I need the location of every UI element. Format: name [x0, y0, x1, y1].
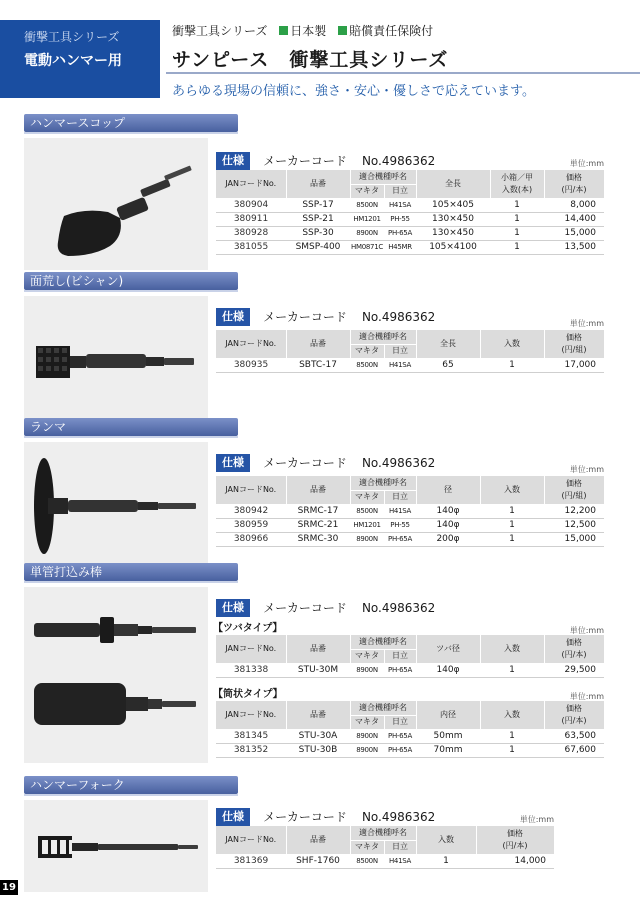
maker-code: No.4986362: [361, 153, 436, 168]
sub-item-1: 衝撃工具シリーズ: [172, 24, 268, 38]
spec-header: [216, 806, 435, 824]
col-dim: 全長: [416, 170, 490, 198]
cell-part: SRMC-17: [286, 504, 350, 518]
col-price: 価格 (円/組): [544, 476, 604, 504]
col-hitachi: 日立: [384, 344, 416, 358]
cell-dim: 65: [416, 358, 480, 372]
col-qty: 入数: [480, 635, 544, 663]
col-jan: JANコードNo.: [216, 170, 286, 198]
col-price: 価格 (円/本): [544, 170, 604, 198]
cell-jan: 381369: [216, 854, 286, 868]
col-hitachi: 日立: [384, 715, 416, 729]
cell-makita: 8900N: [350, 532, 384, 546]
col-jan: JANコードNo.: [216, 826, 286, 854]
table-row: [216, 240, 604, 254]
cell-hitachi: PH-55: [384, 518, 416, 532]
cell-hitachi: H41SA: [384, 198, 416, 212]
table-row: [216, 212, 604, 226]
table-row: [216, 198, 604, 212]
cell-price: 12,200: [544, 504, 604, 518]
series-tag: [0, 20, 160, 98]
unit-label: 単位:mm: [569, 692, 604, 701]
col-part: 品番: [286, 635, 350, 663]
col-hitachi: 日立: [384, 184, 416, 198]
cell-makita: 8900N: [350, 663, 384, 677]
unit-label: 単位:mm: [519, 815, 554, 824]
maker-code: No.4986362: [361, 455, 436, 470]
unit-label: 単位:mm: [569, 626, 604, 635]
col-qty: 入数: [480, 701, 544, 729]
col-compat: 適合機種呼名: [350, 701, 416, 715]
section-title: ハンマーフォーク: [24, 776, 238, 794]
page-title: サンピース 衝撃工具シリーズ: [172, 49, 449, 71]
cell-makita: 8500N: [350, 358, 384, 372]
col-compat: 適合機種呼名: [350, 476, 416, 490]
table-row: [216, 743, 604, 757]
section-title: 単管打込み棒: [24, 563, 238, 581]
col-makita: マキタ: [350, 649, 384, 663]
col-part: 品番: [286, 701, 350, 729]
spec-badge: 仕様: [216, 454, 250, 472]
cell-price: 8,000: [544, 198, 604, 212]
cell-qty: 1: [480, 743, 544, 757]
cell-qty: 1: [490, 212, 544, 226]
hammer-shovel-image: [24, 138, 208, 270]
cell-makita: HM0871C: [350, 240, 384, 254]
cell-makita: 8900N: [350, 226, 384, 240]
col-price: 価格 (円/本): [544, 635, 604, 663]
col-hitachi: 日立: [384, 840, 416, 854]
col-price: 価格 (円/組): [544, 330, 604, 358]
cell-part: SHF-1760: [286, 854, 350, 868]
table-row: [216, 358, 604, 372]
col-jan: JANコードNo.: [216, 701, 286, 729]
cell-dim: 140φ: [416, 518, 480, 532]
spec-table: [216, 701, 605, 758]
cell-part: SRMC-21: [286, 518, 350, 532]
cell-part: SRMC-30: [286, 532, 350, 546]
cell-hitachi: H45MR: [384, 240, 416, 254]
spec-badge: 仕様: [216, 152, 250, 170]
cell-price: 13,500: [544, 240, 604, 254]
green-square-icon: [338, 26, 347, 35]
page-number: 19: [0, 880, 18, 895]
cell-jan: 380942: [216, 504, 286, 518]
col-jan: JANコードNo.: [216, 330, 286, 358]
col-qty: 入数: [416, 826, 476, 854]
spec-header: [216, 597, 435, 615]
unit-label: 単位:mm: [569, 319, 604, 328]
col-hitachi: 日立: [384, 490, 416, 504]
cell-jan: 380959: [216, 518, 286, 532]
cell-hitachi: H41SA: [384, 358, 416, 372]
cell-jan: 380904: [216, 198, 286, 212]
cell-hitachi: PH-65A: [384, 532, 416, 546]
col-compat: 適合機種呼名: [350, 170, 416, 184]
unit-label: 単位:mm: [569, 159, 604, 168]
maker-code-label: メーカーコード: [263, 310, 347, 324]
cell-part: SBTC-17: [286, 358, 350, 372]
col-jan: JANコードNo.: [216, 476, 286, 504]
cell-jan: 380966: [216, 532, 286, 546]
spec-badge: 仕様: [216, 308, 250, 326]
cell-price: 12,500: [544, 518, 604, 532]
cell-makita: HM1201: [350, 518, 384, 532]
cell-dim: 140φ: [416, 663, 480, 677]
series-tag-small: 衝撃工具シリーズ: [24, 30, 120, 44]
col-dim: 内径: [416, 701, 480, 729]
cell-qty: 1: [480, 504, 544, 518]
cell-price: 63,500: [544, 729, 604, 743]
cell-dim: 200φ: [416, 532, 480, 546]
col-makita: マキタ: [350, 184, 384, 198]
cell-part: STU-30B: [286, 743, 350, 757]
maker-code-label: メーカーコード: [263, 154, 347, 168]
cell-price: 17,000: [544, 358, 604, 372]
cell-price: 29,500: [544, 663, 604, 677]
table-row: [216, 532, 604, 546]
header-subline: [172, 22, 433, 39]
spec-table: [216, 635, 605, 678]
cell-qty: 1: [490, 240, 544, 254]
cell-dim: 130×450: [416, 226, 490, 240]
cell-part: STU-30A: [286, 729, 350, 743]
cell-qty: 1: [490, 226, 544, 240]
cell-qty: 1: [480, 532, 544, 546]
col-price: 価格 (円/本): [544, 701, 604, 729]
cell-price: 15,000: [544, 226, 604, 240]
maker-code: No.4986362: [361, 309, 436, 324]
hammer-shovel-icon: [24, 138, 208, 270]
bushing-tool-image: [24, 296, 208, 420]
spec-badge: 仕様: [216, 599, 250, 617]
cell-qty: 1: [480, 358, 544, 372]
maker-code: No.4986362: [361, 809, 436, 824]
col-compat: 適合機種呼名: [350, 635, 416, 649]
cell-part: SSP-17: [286, 198, 350, 212]
cell-part: SSP-30: [286, 226, 350, 240]
table-row: [216, 663, 604, 677]
cell-makita: 8500N: [350, 198, 384, 212]
cell-price: 15,000: [544, 532, 604, 546]
col-qty: 入数: [480, 330, 544, 358]
col-jan: JANコードNo.: [216, 635, 286, 663]
cell-jan: 381352: [216, 743, 286, 757]
col-part: 品番: [286, 170, 350, 198]
col-part: 品番: [286, 330, 350, 358]
col-price: 価格 (円/本): [476, 826, 554, 854]
col-compat: 適合機種呼名: [350, 330, 416, 344]
col-dim: 径: [416, 476, 480, 504]
maker-code: No.4986362: [361, 600, 436, 615]
cell-qty: 1: [416, 854, 476, 868]
cell-qty: 1: [480, 663, 544, 677]
pipe-driver-image: [24, 587, 208, 763]
cell-jan: 381055: [216, 240, 286, 254]
spec-table: [216, 330, 605, 373]
spec-badge: 仕様: [216, 808, 250, 826]
spec-table: [216, 170, 605, 255]
section-title: ハンマースコップ: [24, 114, 238, 132]
header-divider: [166, 72, 640, 74]
cell-hitachi: PH-65A: [384, 743, 416, 757]
cell-hitachi: H41SA: [384, 504, 416, 518]
spec-header: [216, 452, 435, 470]
col-dim: ツバ径: [416, 635, 480, 663]
cell-hitachi: PH-65A: [384, 729, 416, 743]
col-qty: 入数: [480, 476, 544, 504]
table-row: [216, 226, 604, 240]
type-label-tube: 【筒状タイプ】: [213, 689, 283, 700]
col-qty: 小箱／甲 入数(本): [490, 170, 544, 198]
cell-hitachi: PH-55: [384, 212, 416, 226]
cell-dim: 140φ: [416, 504, 480, 518]
series-tag-big: 電動ハンマー用: [24, 53, 122, 69]
table-row: [216, 854, 554, 868]
col-dim: 全長: [416, 330, 480, 358]
cell-price: 14,000: [476, 854, 554, 868]
maker-code-label: メーカーコード: [263, 810, 347, 824]
cell-part: STU-30M: [286, 663, 350, 677]
cell-jan: 380911: [216, 212, 286, 226]
maker-code-label: メーカーコード: [263, 456, 347, 470]
table-row: [216, 518, 604, 532]
cell-part: SMSP-400: [286, 240, 350, 254]
hammer-fork-image: [24, 800, 208, 892]
spec-header: [216, 306, 435, 324]
section-title: 面荒し(ビシャン): [24, 272, 238, 290]
col-makita: マキタ: [350, 490, 384, 504]
cell-jan: 380928: [216, 226, 286, 240]
green-square-icon: [279, 26, 288, 35]
cell-makita: HM1201: [350, 212, 384, 226]
col-makita: マキタ: [350, 344, 384, 358]
col-part: 品番: [286, 476, 350, 504]
tamper-icon: [24, 442, 208, 570]
cell-price: 67,600: [544, 743, 604, 757]
cell-hitachi: PH-65A: [384, 663, 416, 677]
cell-qty: 1: [480, 518, 544, 532]
cell-makita: 8900N: [350, 743, 384, 757]
cell-dim: 105×4100: [416, 240, 490, 254]
col-part: 品番: [286, 826, 350, 854]
cell-makita: 8500N: [350, 854, 384, 868]
hammer-fork-icon: [24, 800, 208, 892]
cell-qty: 1: [490, 198, 544, 212]
cell-jan: 380935: [216, 358, 286, 372]
pipe-driver-icon: [24, 587, 208, 763]
table-row: [216, 729, 604, 743]
page-tagline: あらゆる現場の信頼に、強さ・安心・優しさで応えています。: [172, 84, 535, 99]
section-title: ランマ: [24, 418, 238, 436]
spec-table: [216, 476, 605, 547]
cell-makita: 8900N: [350, 729, 384, 743]
unit-label: 単位:mm: [569, 465, 604, 474]
bushing-tool-icon: [24, 296, 208, 420]
cell-hitachi: H41SA: [384, 854, 416, 868]
cell-dim: 130×450: [416, 212, 490, 226]
col-makita: マキタ: [350, 715, 384, 729]
maker-code-label: メーカーコード: [263, 601, 347, 615]
cell-part: SSP-21: [286, 212, 350, 226]
cell-dim: 105×405: [416, 198, 490, 212]
cell-dim: 50mm: [416, 729, 480, 743]
table-row: [216, 504, 604, 518]
tamper-image: [24, 442, 208, 570]
sub-item-3: 賠償責任保険付: [349, 24, 434, 38]
spec-table: [216, 826, 555, 869]
spec-header: [216, 150, 435, 168]
col-hitachi: 日立: [384, 649, 416, 663]
cell-makita: 8500N: [350, 504, 384, 518]
cell-jan: 381345: [216, 729, 286, 743]
cell-jan: 381338: [216, 663, 286, 677]
cell-hitachi: PH-65A: [384, 226, 416, 240]
cell-price: 14,400: [544, 212, 604, 226]
col-compat: 適合機種呼名: [350, 826, 416, 840]
type-label-flange: 【ツバタイプ】: [213, 623, 283, 634]
col-makita: マキタ: [350, 840, 384, 854]
sub-item-2: 日本製: [290, 24, 327, 38]
cell-dim: 70mm: [416, 743, 480, 757]
cell-qty: 1: [480, 729, 544, 743]
